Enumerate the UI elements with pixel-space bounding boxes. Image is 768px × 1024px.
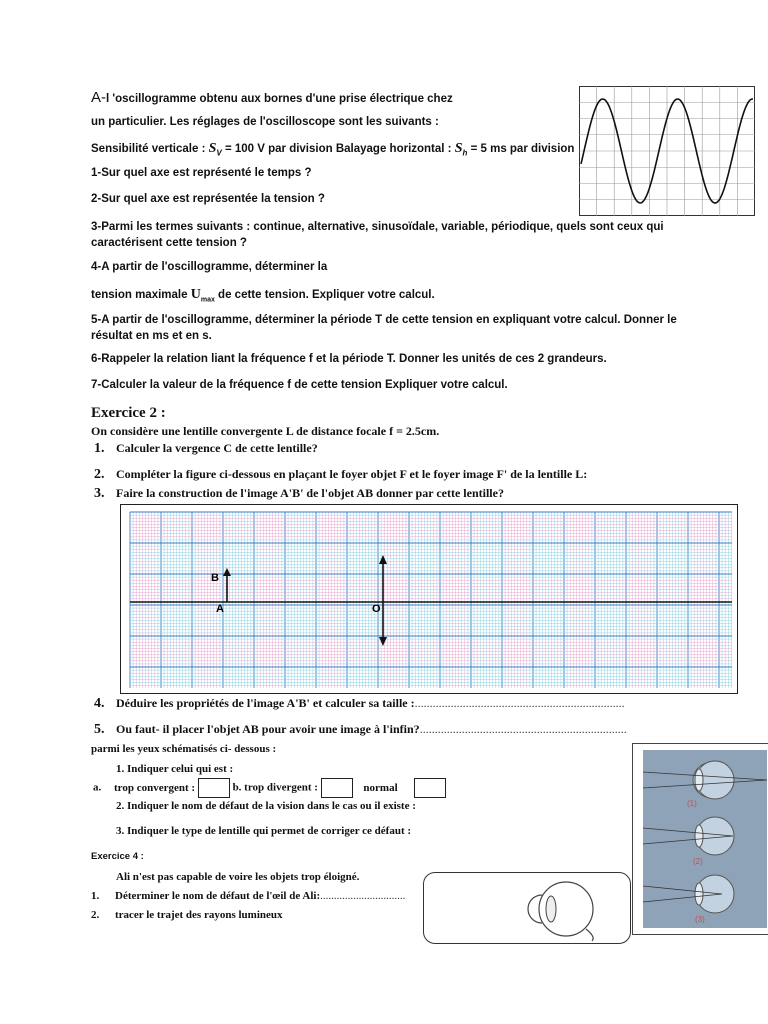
lens-graph-paper [120, 504, 738, 694]
question-7: 7-Calculer la valeur de la fréquence f de cette tension Expliquer votre calcul. [91, 379, 508, 391]
question-5: 5-A partir de l'oscillogramme, déterminer la période T de cette tension en expliquant votre calcul. Donner le résultat en ms et en s. [91, 314, 677, 342]
label-b: B [211, 572, 219, 584]
optic-nerve [586, 929, 593, 941]
ex3-item-2: 2. Indiquer le nom de défaut de la vision dans le cas ou il existe : [116, 800, 416, 812]
exercise-4-title: Exercice 4 : [91, 851, 144, 862]
exercise-3-intro: parmi les yeux schématisés ci- dessous : [91, 743, 277, 755]
eyes-drawing [643, 750, 767, 928]
ex2-item-4: 4. Déduire les propriétés de l'image A'B' et calculer sa taille :...................................................................... [94, 696, 625, 711]
question-2: 2-Sur quel axe est représentée la tension ? [91, 193, 325, 205]
label-o: O [372, 603, 381, 615]
ex3-item-3: 3. Indiquer le type de lentille qui permet de corriger ce défaut : [116, 825, 412, 837]
ex2-item-3: 3. Faire la construction de l'image A'B' de l'objet AB donner par cette lentille? [94, 486, 504, 501]
ex3-options-row: a. trop convergent : b. trop divergent : normal [93, 778, 446, 798]
trop-convergent-box[interactable] [198, 778, 230, 798]
eye-label-3: (3) [695, 915, 705, 924]
exercise-2-intro: On considère une lentille convergente L de distance focale f = 2.5cm. [91, 424, 440, 438]
oscillogram [579, 86, 755, 216]
ex3-item-1: 1. Indiquer celui qui est : [116, 763, 234, 775]
normal-box[interactable] [414, 778, 446, 798]
question-3: 3-Parmi les termes suivants : continue, alternative, sinusoïdale, variable, périodique, quels sont ceux qui caractérisent cette tension ? [91, 221, 664, 249]
part-a-settings: Sensibilité verticale : $S_V = 100$ V par division Balayage horizontal : $S_h = 5$ ms par division [91, 141, 575, 158]
eye-lens [546, 896, 556, 922]
eyes-figure [632, 743, 768, 935]
ex4-item-1: 1. Déterminer le nom de défaut de l'œil de Ali:............................... [91, 890, 406, 902]
eye-cornea [528, 895, 542, 923]
question-4a: 4-A partir de l'oscillogramme, déterminer la [91, 261, 328, 273]
label-a: A [216, 603, 224, 615]
ex2-item-1: 1. Calculer la vergence C de cette lentille? [94, 441, 318, 456]
question-6: 6-Rappeler la relation liant la fréquence f et la période T. Donner les unités de ces 2 grandeurs. [91, 353, 607, 365]
part-a-line1: A-l 'oscillogramme obtenu aux bornes d'une prise électrique chez [91, 89, 453, 106]
ex4-item-2: 2. tracer le trajet des rayons lumineux [91, 909, 283, 921]
ex2-item-5: 5. Ou faut- il placer l'objet AB pour avoir une image à l'infin?..................................................................... [94, 722, 627, 737]
trop-divergent-box[interactable] [321, 778, 353, 798]
eye-sketch [424, 873, 630, 943]
exercise-4-intro: Ali n'est pas capable de voire les objets trop éloigné. [116, 871, 360, 883]
eye-label-1: (1) [687, 799, 697, 808]
eye-label-2: (2) [693, 857, 703, 866]
question-4b: tension maximale $U_{max}$ de cette tension. Expliquer votre calcul. [91, 287, 435, 304]
part-a-line2: un particulier. Les réglages de l'oscilloscope sont les suivants : [91, 116, 439, 128]
question-1: 1-Sur quel axe est représenté le temps ? [91, 167, 312, 179]
eye-sketch-box [423, 872, 631, 944]
ex2-item-2: 2. Compléter la figure ci-dessous en plaçant le foyer objet F et le foyer image F' de la lentille L: [94, 467, 588, 482]
exercise-2-title: Exercice 2 : [91, 405, 166, 421]
